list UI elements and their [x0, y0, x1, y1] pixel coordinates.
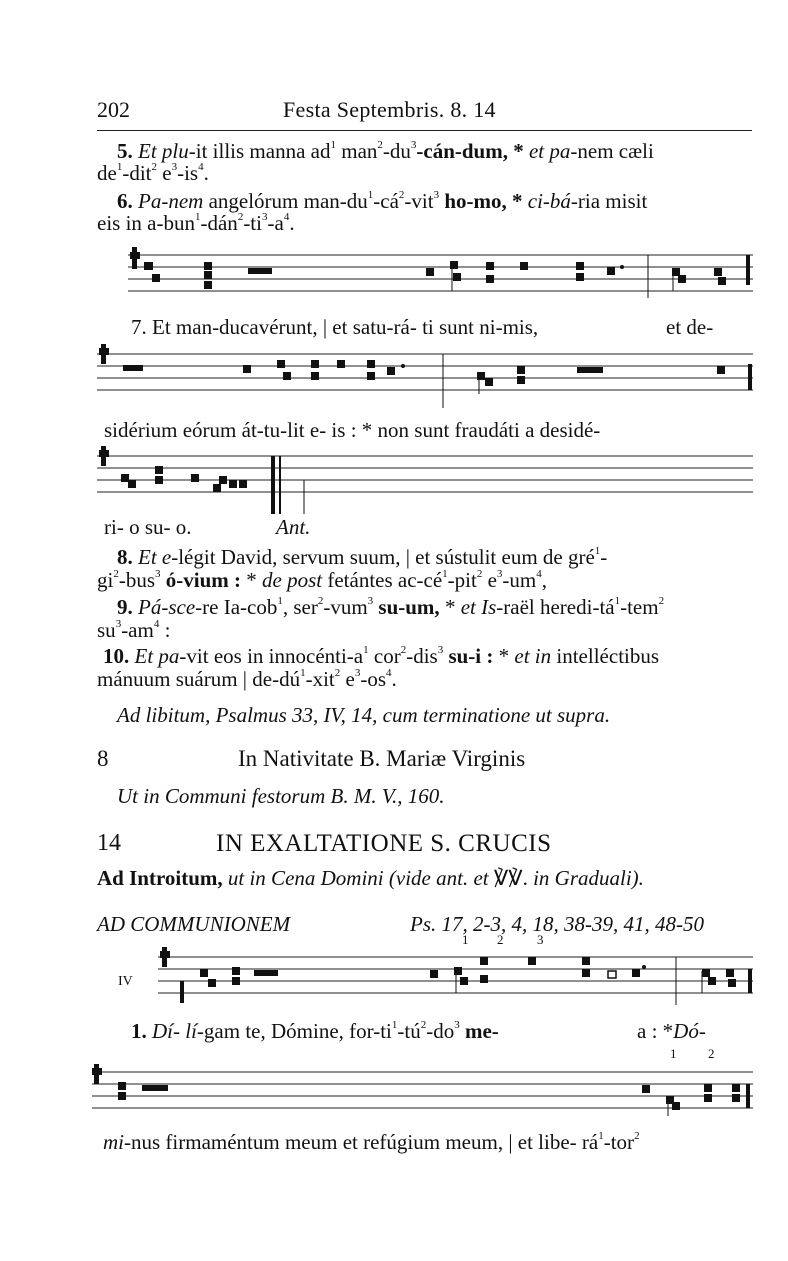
- feast-8-title: In Nativitate B. Mariæ Virginis: [238, 746, 526, 771]
- verse-5-line2: $de^1-dit^2$ $e^3-is^4$.: [97, 161, 209, 185]
- chant-text-1-end: et de-: [666, 315, 714, 339]
- psalm-mark-3: 3: [537, 932, 544, 947]
- communion-text-1: 1. Dí- lí-gam te, Dómine, for-$ti^1-tú^2-do^3$ me-: [131, 1019, 499, 1043]
- mark-2: 2: [708, 1046, 715, 1061]
- mark-1: 1: [670, 1046, 677, 1061]
- running-title: Festa Septembris. 8. 14: [283, 97, 496, 122]
- verse-9-line2: $su^3-am^4$ :: [97, 618, 171, 642]
- chant-text-1: 7. Et man-ducavérunt, | et satu-rá- ti sunt ni-mis,: [131, 315, 539, 339]
- chant-staff-4: [158, 945, 753, 1013]
- communion-text-1-end: a : *Dó-: [637, 1019, 706, 1043]
- antiphon-label: Ant.: [276, 515, 311, 539]
- page-number: 202: [97, 97, 130, 122]
- chant-staff-3: [97, 444, 753, 514]
- verse-6-line2: eis in $a-bun^1-dán^2-ti^3-a^4$.: [97, 211, 295, 235]
- feast-8-day: 8: [97, 746, 109, 771]
- chant-staff-5: [92, 1060, 753, 1126]
- communion-label: AD COMMUNIONEM: [97, 912, 291, 936]
- psalm-mark-1: 1: [462, 932, 469, 947]
- header-rule: [97, 130, 752, 131]
- chant-staff-2: [97, 342, 753, 408]
- asterisk-icon: *: [513, 139, 524, 163]
- chant-text-3: ri- o su- o.: [104, 515, 192, 539]
- mode-label: IV: [118, 974, 133, 989]
- feast-8-note: Ut in Communi festorum B. M. V., 160.: [117, 784, 445, 808]
- communion-psalm: Ps. 17, 2-3, 4, 18, 38-39, 41, 48-50: [410, 912, 704, 936]
- chant-staff-1: [128, 243, 753, 307]
- feast-14-day: 14: [97, 830, 121, 856]
- verse-6-line1: 6. Pa-nem angelórum man-$du^1-cá^2-vit^3$ ho-mo, * ci-bá-ria misit: [117, 189, 648, 213]
- communion-text-2: mi-nus firmaméntum meum et refúgium meum, | et libe- $rá^1-tor^2$: [103, 1130, 640, 1154]
- verse-10-line2: mánuum suárum | $de-dú^1-xit^2$ $e^3-os^4$.: [97, 667, 397, 691]
- verse-8-line1: 8. Et e-légit David, servum suum, | et sústulit eum de gré$^1$-: [117, 545, 608, 569]
- feast-14-introit: Ad Introitum, ut in Cena Domini (vide ant. et ℣℣. in Graduali).: [97, 866, 644, 890]
- feast-14-title: IN EXALTATIONE S. CRUCIS: [216, 830, 552, 857]
- chant-text-2: sidérium eórum át-tu-lit e- is : * non sunt fraudáti a desidé-: [104, 418, 601, 442]
- verse-8-line2: $gi^2-bus^3$ ó-vium : * de post fetántes $ac-cé^1-pit^2$ $e^3-um^4$,: [97, 568, 547, 592]
- psalm-mark-2: 2: [497, 932, 504, 947]
- rubric: Ad libitum, Psalmus 33, IV, 14, cum terminatione ut supra.: [117, 703, 611, 727]
- verse-10-line1: 10. Et pa-vit eos in innocénti-$a^1$ cor$^2$-dis$^3$ su-i : * et in intelléctibus: [103, 644, 660, 668]
- verse-9-line1: 9. Pá-sce-re Ia-cob$^1$, ser$^2$-vum$^3$ su-um, * et Is-raël heredi-$tá^1-tem^2$: [117, 595, 665, 619]
- verse-5-line1: 5. Et plu-it illis manna $ad^1$ $man^2-du^3-cán$-dum, * et pa-nem cæli: [117, 139, 654, 163]
